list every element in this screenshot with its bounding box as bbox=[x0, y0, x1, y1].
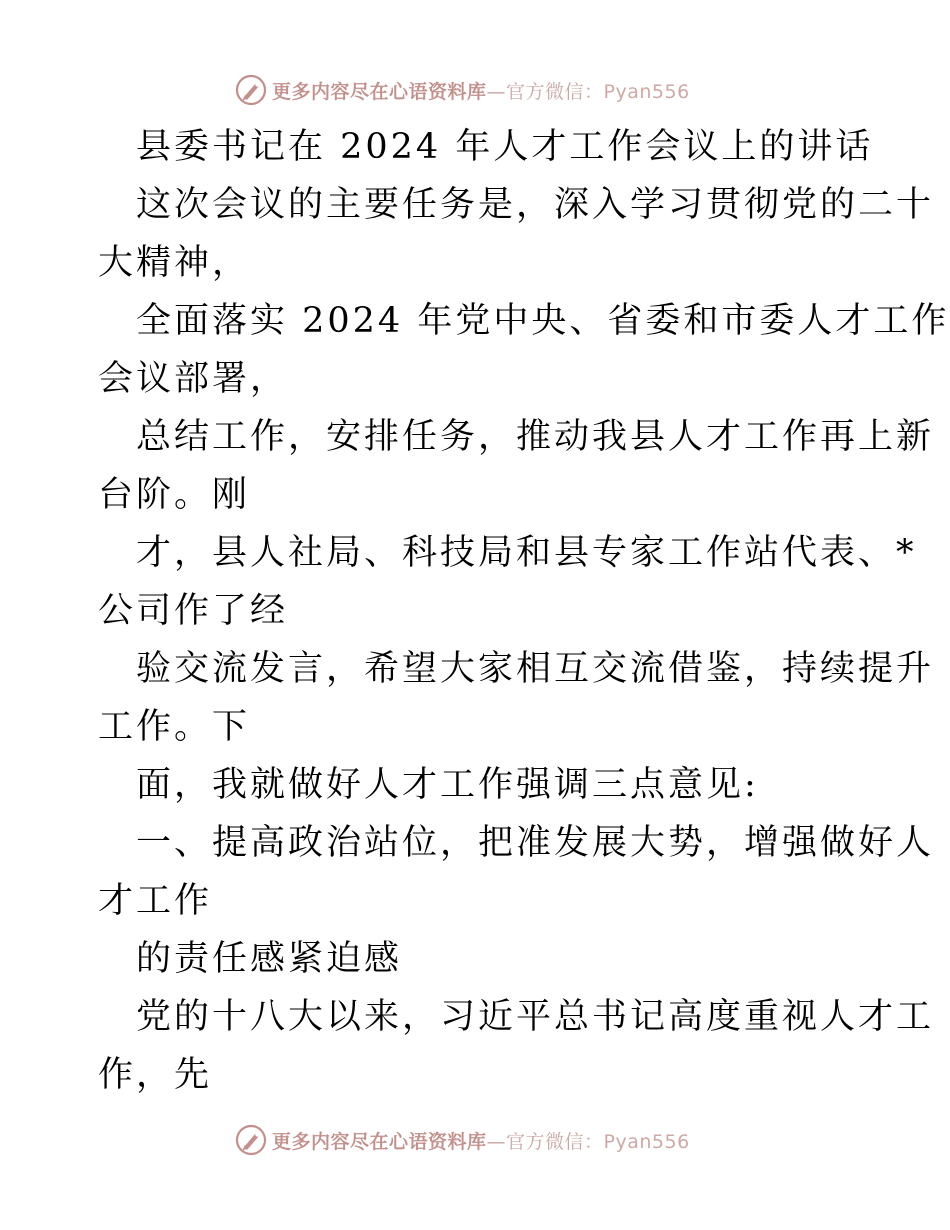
text-line: 面，我就做好人才工作强调三点意见: bbox=[136, 765, 759, 805]
text-line: 才，县人社局、科技局和县专家工作站代表、* bbox=[136, 533, 917, 573]
text-line: 全面落实 2024 年党中央、省委和市委人才工作 bbox=[136, 301, 950, 341]
watermark-separator: — bbox=[486, 80, 507, 103]
watermark-separator: — bbox=[486, 1130, 507, 1153]
watermark-contact: 官方微信： bbox=[506, 1130, 604, 1153]
text-line: 党的十八大以来，习近平总书记高度重视人才工 bbox=[136, 997, 935, 1037]
text-line: 总结工作，安排任务，推动我县人才工作再上新 bbox=[136, 417, 935, 457]
watermark-contact: 官方微信： bbox=[506, 80, 604, 103]
section-heading-line: 才工作 bbox=[98, 881, 213, 921]
pen-nib-logo-icon bbox=[234, 73, 268, 107]
text-line: 公司作了经 bbox=[98, 591, 289, 631]
section-heading-line: 一、提高政治站位，把准发展大势，增强做好人 bbox=[136, 823, 935, 863]
text-line: 工作。下 bbox=[98, 707, 251, 747]
document-title: 县委书记在 2024 年人才工作会议上的讲话 bbox=[136, 127, 874, 167]
watermark-contact-id: Pyan556 bbox=[603, 1130, 690, 1153]
footer-watermark bbox=[234, 1122, 690, 1158]
watermark-brand: 更多内容尽在心语资料库 bbox=[272, 1130, 487, 1153]
text-line: 作，先 bbox=[98, 1055, 213, 1095]
document-body bbox=[98, 118, 950, 1104]
watermark-text bbox=[272, 1127, 690, 1154]
text-line: 验交流发言，希望大家相互交流借鉴，持续提升 bbox=[136, 649, 935, 689]
text-line: 会议部署， bbox=[98, 359, 289, 399]
text-line: 大精神， bbox=[98, 243, 251, 283]
watermark-brand: 更多内容尽在心语资料库 bbox=[272, 80, 487, 103]
section-heading-line: 的责任感紧迫感 bbox=[136, 939, 403, 979]
watermark-contact-id: Pyan556 bbox=[603, 80, 690, 103]
text-line: 这次会议的主要任务是，深入学习贯彻党的二十 bbox=[136, 185, 935, 225]
watermark-text bbox=[272, 77, 690, 104]
pen-nib-logo-icon bbox=[234, 1123, 268, 1157]
text-line: 台阶。刚 bbox=[98, 475, 251, 515]
header-watermark bbox=[234, 72, 690, 108]
